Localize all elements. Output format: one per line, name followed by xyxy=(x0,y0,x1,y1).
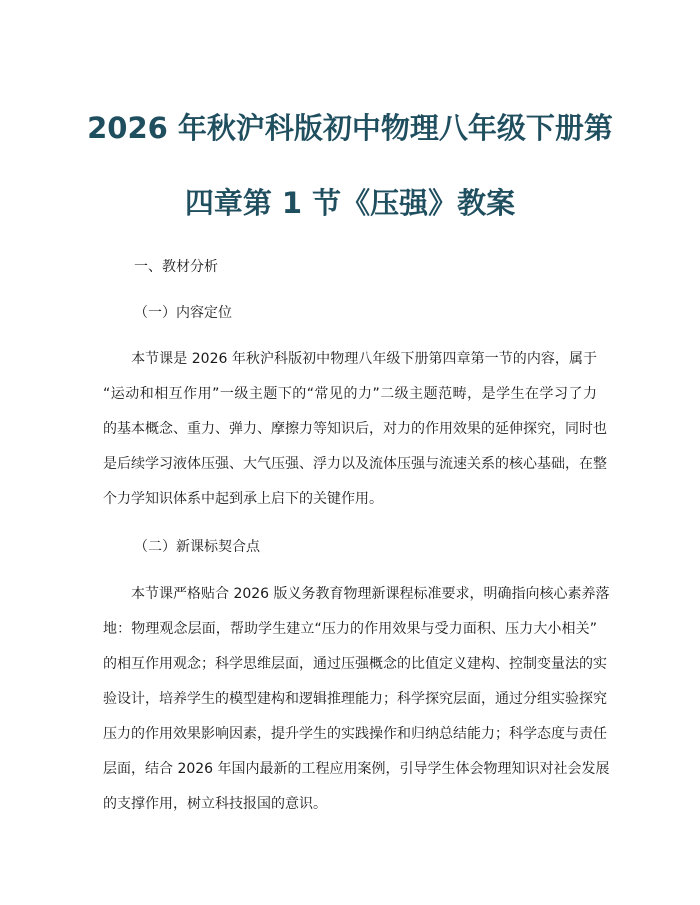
document-title-line-2: 四章第 1 节《压强》教案 xyxy=(184,186,516,220)
paragraph-line: 本节课是 2026 年秋沪科版初中物理八年级下册第四章第一节的内容，属于 xyxy=(103,351,597,367)
document-title-line-1: 2026 年秋沪科版初中物理八年级下册第 xyxy=(87,111,613,145)
paragraph-line: 验设计，培养学生的模型建构和逻辑推理能力；科学探究层面，通过分组实验探究 xyxy=(103,691,607,707)
paragraph-line: 的基本概念、重力、弹力、摩擦力等知识后，对力的作用效果的延伸探究，同时也 xyxy=(103,421,607,437)
paragraph-line: 的相互作用观念；科学思维层面，通过压强概念的比值定义建构、控制变量法的实 xyxy=(103,656,607,672)
section-heading-textbook-analysis: 一、教材分析 xyxy=(134,259,218,275)
subsection-heading-curriculum-fit: （二）新课标契合点 xyxy=(134,539,260,555)
paragraph-line: 压力的作用效果影响因素，提升学生的实践操作和归纳总结能力；科学态度与责任 xyxy=(103,726,607,742)
paragraph-line: 本节课严格贴合 2026 版义务教育物理新课程标准要求，明确指向核心素养落 xyxy=(103,586,610,602)
paragraph-line: 地：物理观念层面，帮助学生建立“压力的作用效果与受力面积、压力大小相关” xyxy=(103,621,597,637)
paragraph-line: 层面，结合 2026 年国内最新的工程应用案例，引导学生体会物理知识对社会发展 xyxy=(103,761,610,777)
paragraph-line: “运动和相互作用”一级主题下的“常见的力”二级主题范畴，是学生在学习了力 xyxy=(103,386,597,402)
paragraph-line: 的支撑作用，树立科技报国的意识。 xyxy=(103,796,327,812)
paragraph-line: 个力学知识体系中起到承上启下的关键作用。 xyxy=(103,491,383,507)
paragraph-line: 是后续学习液体压强、大气压强、浮力以及流体压强与流速关系的核心基础，在整 xyxy=(103,456,607,472)
subsection-heading-content-positioning: （一）内容定位 xyxy=(134,305,232,321)
